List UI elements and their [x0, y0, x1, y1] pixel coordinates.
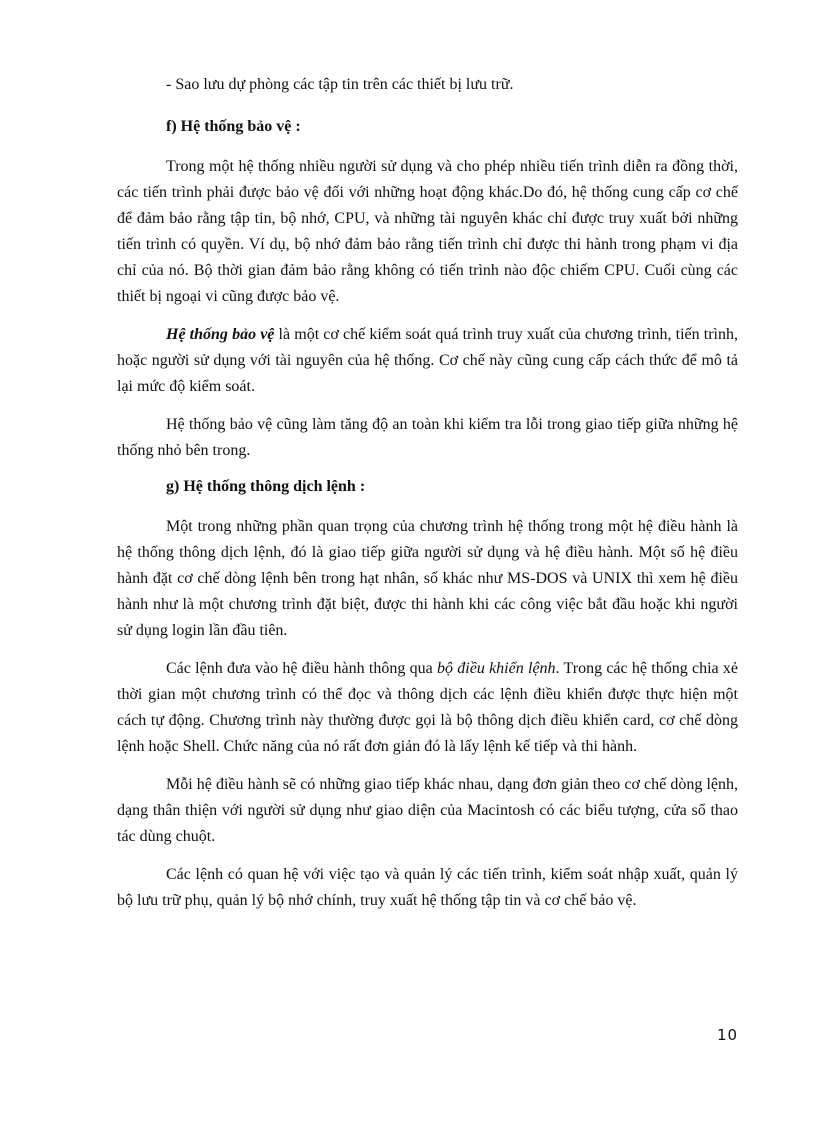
- paragraph-command-controller-text: . Trong các hệ thống chia xẻ thời gian một chương trình có thể đọc và thông dịch các lệnh điều khiển được thực hiện một cách tự động. Chương trình này thường được gọi là bộ thông dịch điều khiển card, cơ chế dòng lệnh hoặc Shell. Chức năng của nó rất đơn giản đó là lấy lệnh kế tiếp và thi hành.: [117, 660, 738, 755]
- heading-command-interpreter: g) Hệ thống thông dịch lệnh :: [166, 478, 366, 495]
- term-protection-system: Hệ thống bảo vệ: [166, 326, 275, 343]
- document-page: [117, 74, 738, 926]
- paragraph-protection-definition: [117, 322, 738, 400]
- paragraph-command-types: Các lệnh có quan hệ với việc tạo và quản lý các tiến trình, kiểm soát nhập xuất, quản lý bộ lưu trữ phụ, quản lý bộ nhớ chính, truy xuất hệ thống tập tin và cơ chế bảo vệ.: [117, 866, 738, 909]
- paragraph-command-controller-start: Các lệnh đưa vào hệ điều hành thông qua: [166, 660, 437, 677]
- paragraph-interfaces: Mỗi hệ điều hành sẽ có những giao tiếp khác nhau, dạng đơn giản theo cơ chế dòng lệnh, dạng thân thiện với người sử dụng như giao diện của Macintosh có các biểu tượng, cửa sổ thao tác dùng chuột.: [117, 776, 738, 845]
- bullet-backup: - Sao lưu dự phòng các tập tin trên các thiết bị lưu trữ.: [166, 76, 514, 93]
- term-command-controller: bộ điều khiển lệnh: [437, 660, 556, 677]
- paragraph-command-interpreter-intro: Một trong những phần quan trọng của chương trình hệ thống trong một hệ điều hành là hệ thống thông dịch lệnh, đó là giao tiếp giữa người sử dụng và hệ điều hành. Một số hệ điều hành đặt cơ chế dòng lệnh bên trong hạt nhân, số khác như MS-DOS và UNIX thì xem hệ điều hành như là một chương trình đặt biệt, được thi hành khi các công việc bắt đầu hoặc khi người sử dụng login lần đầu tiên.: [117, 518, 738, 639]
- heading-protection-system: f) Hệ thống bảo vệ :: [166, 118, 301, 135]
- paragraph-protection-definition-text: là một cơ chế kiểm soát quá trình truy xuất của chương trình, tiến trình, hoặc người sử dụng với tài nguyên của hệ thống. Cơ chế này cũng cung cấp cách thức để mô tả lại mức độ kiểm soát.: [117, 326, 738, 395]
- page-number: 10: [717, 1026, 739, 1044]
- paragraph-protection-safety: Hệ thống bảo vệ cũng làm tăng độ an toàn khi kiểm tra lỗi trong giao tiếp giữa những hệ thống nhỏ bên trong.: [117, 416, 738, 459]
- paragraph-command-controller: [117, 656, 738, 760]
- paragraph-protection-intro: Trong một hệ thống nhiều người sử dụng và cho phép nhiều tiến trình diễn ra đồng thời, các tiến trình phải được bảo vệ đối với những hoạt động khác.Do đó, hệ thống cung cấp cơ chế để đảm bảo rằng tập tin, bộ nhớ, CPU, và những tài nguyên khác chỉ được truy xuất bởi những tiến trình có quyền. Ví dụ, bộ nhớ đảm bảo rằng tiến trình chỉ được thi hành trong phạm vi địa chỉ của nó. Bộ thời gian đảm bảo rằng không có tiến trình nào độc chiếm CPU. Cuối cùng các thiết bị ngoại vi cũng được bảo vệ.: [117, 158, 738, 305]
